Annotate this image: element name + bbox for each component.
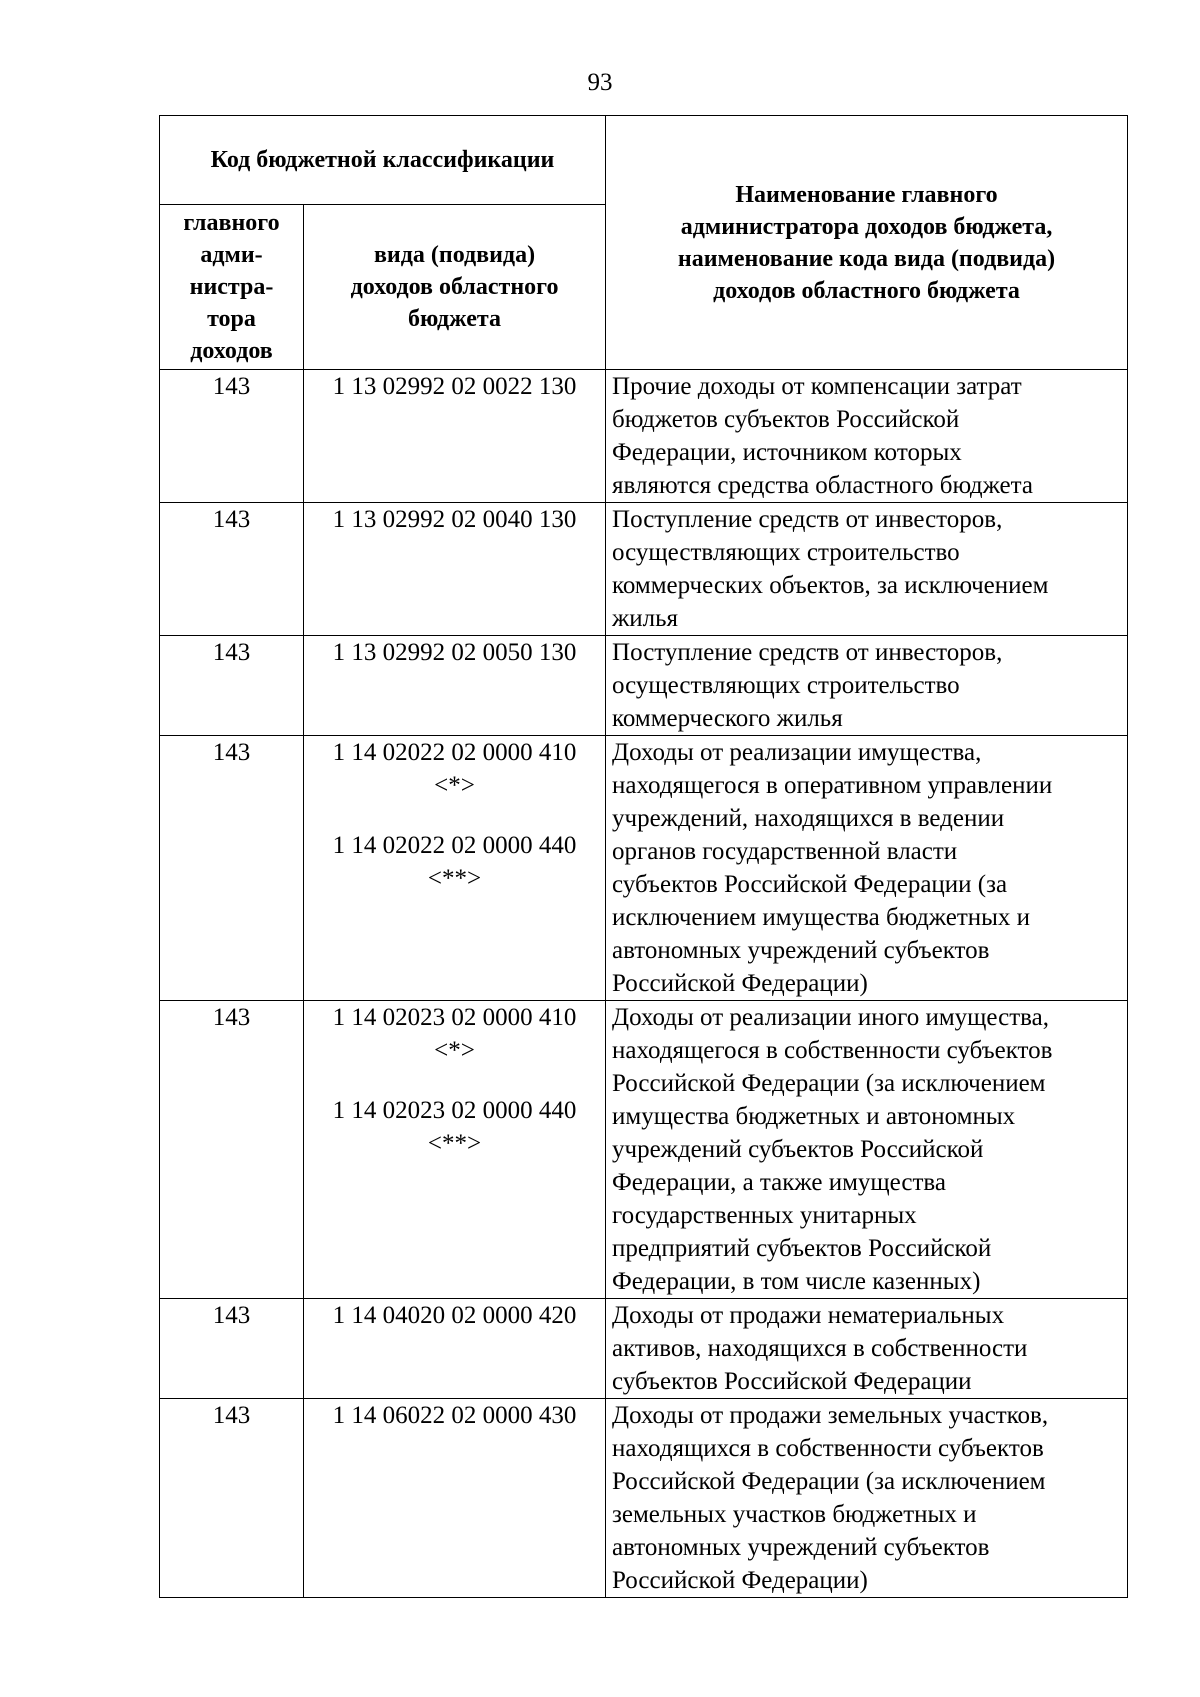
header-admin-line: главного — [183, 210, 280, 236]
income-name-line: Федерации, а также имущества — [612, 1169, 946, 1196]
income-name-line: Доходы от реализации иного имущества, — [612, 1004, 1049, 1031]
income-name-line: находящихся в собственности субъектов — [612, 1435, 1044, 1462]
table-row — [160, 1299, 1128, 1399]
income-name-line: субъектов Российской Федерации — [612, 1368, 972, 1395]
income-code-cell — [304, 1001, 606, 1299]
income-code: 1 13 02992 02 0040 130 — [332, 506, 577, 533]
income-name-line: Доходы от продажи земельных участков, — [612, 1402, 1049, 1429]
income-code: 1 14 02023 02 0000 440 — [332, 1097, 577, 1124]
income-name-line: автономных учреждений субъектов — [612, 937, 990, 964]
income-name-line: находящегося в оперативном управлении — [612, 772, 1053, 799]
income-code: 1 14 02022 02 0000 440 — [332, 832, 577, 859]
income-name-line: Федерации, в том числе казенных) — [612, 1268, 981, 1295]
income-name-line: исключением имущества бюджетных и — [612, 904, 1031, 931]
header-income-kind — [304, 205, 606, 370]
income-code-cell — [304, 636, 606, 736]
income-name-line: бюджетов субъектов Российской — [612, 406, 960, 433]
income-code-cell — [304, 1399, 606, 1598]
header-admin-line: адми- — [200, 242, 263, 268]
page-number: 93 — [587, 69, 613, 96]
code-spacer — [310, 802, 599, 829]
income-code-cell — [304, 370, 606, 503]
income-name-cell — [606, 370, 1128, 503]
income-code: 1 13 02992 02 0022 130 — [332, 373, 577, 400]
header-admin-line: нистра- — [189, 274, 274, 300]
income-name-line: учреждений, находящихся в ведении — [612, 805, 1005, 832]
income-name-line: автономных учреждений субъектов — [612, 1534, 990, 1561]
table-row — [160, 370, 1128, 503]
income-name-cell — [606, 636, 1128, 736]
income-name-line: Поступление средств от инвесторов, — [612, 506, 1003, 533]
header-name-line: наименование кода вида (подвида) — [677, 245, 1056, 272]
income-code-cell — [304, 736, 606, 1001]
income-name-line: коммерческого жилья — [612, 705, 843, 732]
header-row-group — [160, 116, 1128, 205]
footnote-marker: <*> — [434, 1037, 475, 1064]
admin-code-cell: 143 — [160, 1299, 304, 1399]
income-name-line: имущества бюджетных и автономных — [612, 1103, 1016, 1130]
income-name-line: активов, находящихся в собственности — [612, 1335, 1028, 1362]
code-spacer — [310, 1067, 599, 1094]
income-name-line: субъектов Российской Федерации (за — [612, 871, 1008, 898]
income-code-cell — [304, 503, 606, 636]
income-name-cell — [606, 1399, 1128, 1598]
budget-classification-table — [159, 115, 1128, 1598]
income-name-line: Российской Федерации (за исключением — [612, 1070, 1046, 1097]
income-code-cell — [304, 1299, 606, 1399]
header-administrator-name — [606, 116, 1128, 370]
admin-code-cell: 143 — [160, 736, 304, 1001]
table-row — [160, 1001, 1128, 1299]
income-name-line: находящегося в собственности субъектов — [612, 1037, 1053, 1064]
income-name-line: Прочие доходы от компенсации затрат — [612, 373, 1022, 400]
header-kind-line: вида (подвида) — [373, 242, 536, 268]
header-main-administrator — [160, 205, 304, 370]
income-name-line: Российской Федерации) — [612, 970, 868, 997]
admin-code-cell: 143 — [160, 503, 304, 636]
income-name-line: государственных унитарных — [612, 1202, 917, 1229]
admin-code-cell: 143 — [160, 370, 304, 503]
income-name-line: органов государственной власти — [612, 838, 958, 865]
income-name-cell — [606, 1299, 1128, 1399]
income-name-line: земельных участков бюджетных и — [612, 1501, 977, 1528]
income-name-line: Поступление средств от инвесторов, — [612, 639, 1003, 666]
income-code: 1 14 02023 02 0000 410 — [332, 1004, 577, 1031]
header-kind-line: доходов областного — [350, 274, 559, 300]
income-name-line: Доходы от продажи нематериальных — [612, 1302, 1005, 1329]
income-name-cell — [606, 1001, 1128, 1299]
table-body — [160, 370, 1128, 1598]
header-name-line: Наименование главного — [735, 181, 998, 208]
table-row — [160, 636, 1128, 736]
header-budget-classification-code: Код бюджетной классификации — [160, 116, 606, 205]
table-row — [160, 503, 1128, 636]
income-name-line: предприятий субъектов Российской — [612, 1235, 992, 1262]
admin-code-cell: 143 — [160, 636, 304, 736]
admin-code-cell: 143 — [160, 1399, 304, 1598]
income-name-cell — [606, 503, 1128, 636]
header-admin-line: доходов — [190, 338, 273, 364]
income-name-cell — [606, 736, 1128, 1001]
income-name-line: Российской Федерации (за исключением — [612, 1468, 1046, 1495]
income-name-line: коммерческих объектов, за исключением — [612, 572, 1049, 599]
table-row — [160, 736, 1128, 1001]
footnote-marker: <**> — [427, 865, 482, 892]
header-name-line: администратора доходов бюджета, — [680, 213, 1053, 240]
footnote-marker: <**> — [427, 1130, 482, 1157]
income-name-line: жилья — [612, 605, 679, 632]
income-name-line: Российской Федерации) — [612, 1567, 868, 1594]
income-name-line: учреждений субъектов Российской — [612, 1136, 984, 1163]
header-admin-line: тора — [207, 306, 256, 332]
income-name-line: осуществляющих строительство — [612, 539, 960, 566]
income-name-line: Федерации, источником которых — [612, 439, 962, 466]
income-name-line: Доходы от реализации имущества, — [612, 739, 982, 766]
income-code: 1 14 06022 02 0000 430 — [332, 1402, 577, 1429]
table-header — [160, 116, 1128, 370]
income-code: 1 14 02022 02 0000 410 — [332, 739, 577, 766]
footnote-marker: <*> — [434, 772, 475, 799]
admin-code-cell: 143 — [160, 1001, 304, 1299]
income-name-line: осуществляющих строительство — [612, 672, 960, 699]
income-name-line: являются средства областного бюджета — [612, 472, 1033, 499]
header-kind-line: бюджета — [408, 306, 501, 332]
income-code: 1 13 02992 02 0050 130 — [332, 639, 577, 666]
table-row — [160, 1399, 1128, 1598]
income-code: 1 14 04020 02 0000 420 — [332, 1302, 577, 1329]
header-name-line: доходов областного бюджета — [713, 277, 1020, 304]
